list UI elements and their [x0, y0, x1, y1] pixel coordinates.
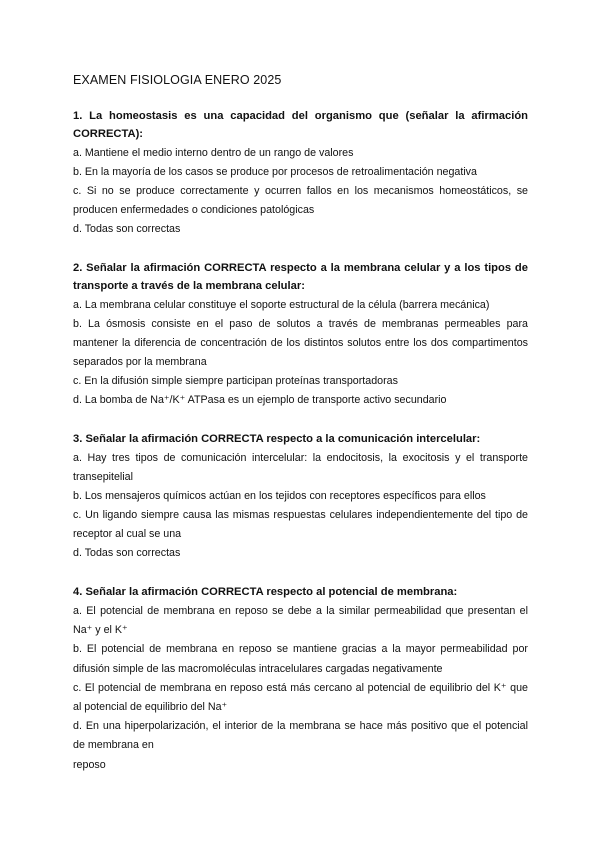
- question-text: 3. Señalar la afirmación CORRECTA respecto a la comunicación intercelular:: [73, 433, 481, 445]
- exam-title: EXAMEN FISIOLOGIA ENERO 2025: [73, 73, 282, 87]
- option-d: d. La bomba de Na⁺/K⁺ ATPasa es un ejemplo de transporte activo secundario: [73, 394, 447, 406]
- option-b: b. Los mensajeros químicos actúan en los tejidos con receptores específicos para ellos: [73, 490, 486, 502]
- option-c: c. Un ligando siempre causa las mismas respuestas celulares independientemente del tipo de receptor al cual se una: [73, 509, 528, 540]
- option-d-continuation: reposo: [73, 758, 106, 771]
- option-a: a. La membrana celular constituye el soporte estructural de la célula (barrera mecánica): [73, 299, 490, 311]
- option-b: b. El potencial de membrana en reposo se mantiene gracias a la mayor permeabilidad por difusión simple de las macromoléculas intracelulares cargadas negativamente: [73, 643, 528, 675]
- question-text: 2. Señalar la afirmación CORRECTA respecto a la membrana celular y a los tipos de transporte a través de la membrana celular:: [73, 262, 528, 292]
- option-d: d. En una hiperpolarización, el interior de la membrana se hace más positivo que el potencial de membrana en: [73, 720, 528, 752]
- option-c: c. En la difusión simple siempre participan proteínas transportadoras: [73, 375, 398, 387]
- option-b: b. La ósmosis consiste en el paso de solutos a través de membranas permeables para mantener la diferencia de concentración de los distintos solutos entre los dos compartimentos separados por la membrana: [73, 318, 528, 368]
- option-d: d. Todas son correctas: [73, 547, 181, 559]
- question-4: [73, 583, 528, 775]
- option-d: d. Todas son correctas: [73, 223, 181, 235]
- question-2: [73, 259, 528, 410]
- question-text: 4. Señalar la afirmación CORRECTA respecto al potencial de membrana:: [73, 586, 458, 598]
- question-1: [73, 107, 528, 239]
- question-3: [73, 430, 528, 563]
- option-a: a. El potencial de membrana en reposo se debe a la similar permeabilidad que presentan el Na⁺ y el K⁺: [73, 605, 528, 637]
- question-text: 1. La homeostasis es una capacidad del organismo que (señalar la afirmación CORRECTA):: [73, 110, 528, 140]
- option-a: a. Hay tres tipos de comunicación intercelular: la endocitosis, la exocitosis y el transporte transepitelial: [73, 452, 528, 483]
- option-c: c. Si no se produce correctamente y ocurren fallos en los mecanismos homeostáticos, se producen enfermedades o condiciones patológicas: [73, 185, 528, 216]
- option-c: c. El potencial de membrana en reposo está más cercano al potencial de equilibrio del K⁺ que al potencial de equilibrio del Na⁺: [73, 681, 528, 714]
- option-b: b. En la mayoría de los casos se produce por procesos de retroalimentación negativa: [73, 166, 477, 178]
- option-a: a. Mantiene el medio interno dentro de un rango de valores: [73, 147, 354, 159]
